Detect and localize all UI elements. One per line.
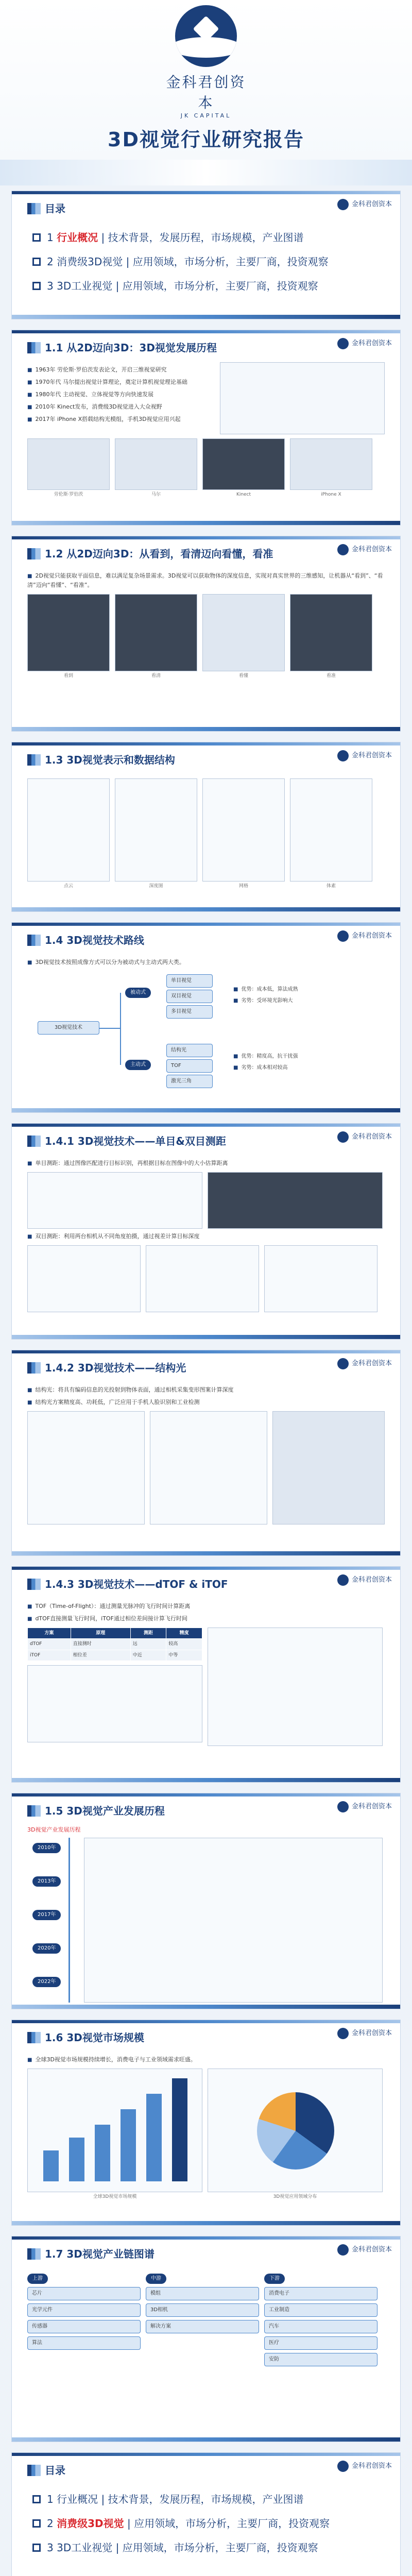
tof-diagram bbox=[27, 1665, 202, 1742]
toc-item-2[interactable]: 2 消费级3D视觉 | 应用领域，市场分析，主要厂商，投资观察 bbox=[32, 253, 400, 268]
toc-item-1[interactable]: 1 行业概况 | 技术背景，发展历程，市场规模，产业图谱 bbox=[32, 229, 400, 244]
structured-light-diagram bbox=[27, 1411, 145, 1524]
slide-1-4-1: 1.4.1 3D视觉技术——单目&双目测距 金科君创资本 ■ 单目测距：通过图像匹配进行目标识别，再根据目标在图像中的大小估算距离 ■ 双目测距：利用两台相机从不同角度拍摄，通过视差计算目标深度 bbox=[11, 1123, 401, 1340]
timeline-year: 2010年 bbox=[32, 1843, 61, 1853]
brand-dot-icon bbox=[337, 2461, 349, 2472]
brand-dot-icon bbox=[337, 2244, 349, 2256]
checkbox-square-icon bbox=[32, 282, 41, 290]
tof-waveform bbox=[208, 1628, 383, 1746]
chain-diagram: 上游 芯片 光学元件 传感器 算法 中游 模组 3D相机 解决方案 下游 消费电子 工业制造 汽车 医疗 安防 bbox=[27, 2274, 385, 2366]
table-row: dTOF 直接测时 远 较高 bbox=[28, 1639, 202, 1650]
history-diagram bbox=[220, 362, 385, 434]
slide-1-3: 1.3 3D视觉表示和数据结构 金科君创资本 点云 深度图 网格 体素 bbox=[11, 742, 401, 912]
depth-map-image bbox=[115, 778, 197, 882]
mono-diagram bbox=[27, 1172, 202, 1229]
report-title: 3D视觉行业研究报告 bbox=[108, 128, 304, 151]
checkbox-square-icon bbox=[32, 258, 41, 266]
structured-light-diagram bbox=[150, 1411, 267, 1524]
timeline-content bbox=[84, 1838, 383, 2003]
logo-cn-text: 金科君创资本 bbox=[166, 74, 246, 111]
history-item: ■ 1970年代 马尔提出视觉计算理论，奠定计算机视觉理论基础 bbox=[27, 378, 212, 387]
stereo-diagram bbox=[146, 1245, 259, 1312]
brand-dot-icon bbox=[337, 2028, 349, 2039]
slide-title: 1.1 从2D迈向3D：3D视觉发展历程 bbox=[27, 340, 217, 354]
toc-slide bbox=[11, 191, 401, 319]
tree-root: 3D视觉技术 bbox=[38, 1021, 99, 1035]
voxel-image bbox=[290, 778, 372, 882]
toc-item-3[interactable]: 3 3D工业视觉 | 应用领域，市场分析，主要厂商，投资观察 bbox=[32, 278, 400, 293]
brand-dot-icon bbox=[337, 930, 349, 942]
point-cloud-image bbox=[27, 778, 110, 882]
brand-dot-icon bbox=[337, 1801, 349, 1812]
timeline-year: 2022年 bbox=[32, 1977, 61, 1987]
market-pie-chart bbox=[208, 2069, 383, 2192]
slide-1-4-2: 1.4.2 3D视觉技术——结构光 金科君创资本 ■ 结构光：将具有编码信息的光投射到物体表面，通过相机采集变形图案计算深度 ■ 结构光方案精度高、功耗低，广泛应用于手机人脸识别和工业检测 bbox=[11, 1350, 401, 1556]
brand-dot-icon bbox=[337, 338, 349, 349]
photo-image bbox=[290, 438, 372, 490]
photo-image bbox=[27, 594, 110, 671]
timeline-year: 2017年 bbox=[32, 1910, 61, 1920]
tech-tree-diagram: 3D视觉技术 被动式 主动式 单目视觉 双目视觉 多目视觉 结构光 TOF 激光三角 ■ 优势：成本低，算法成熟 ■ 劣势：受环境光影响大 ■ 优势：精度高，抗干扰强 ■ 劣势：成本相对较高 bbox=[27, 972, 385, 1091]
slide-1-6: 1.6 3D视觉市场规模 金科君创资本 ■ 全球3D视觉市场规模持续增长，消费电子与工业领域需求旺盛。 全球3D视觉市场规模 3D视觉应用领域分布 bbox=[11, 2020, 401, 2226]
logo-en-text: JK CAPITAL bbox=[180, 112, 232, 119]
brand-logo bbox=[160, 5, 252, 119]
toc-item-3[interactable]: 3 3D工业视觉 | 应用领域，市场分析，主要厂商，投资观察 bbox=[32, 2539, 400, 2554]
timeline-year: 2020年 bbox=[32, 1943, 61, 1954]
photo-image bbox=[27, 438, 110, 490]
slide-1-7: 1.7 3D视觉产业链图谱 金科君创资本 上游 芯片 光学元件 传感器 算法 中游 模组 3D相机 解决方案 下游 消费电子 工业制造 汽车 医疗 安防 bbox=[11, 2236, 401, 2442]
mesh-image bbox=[202, 778, 285, 882]
logo-mark-icon bbox=[175, 5, 237, 67]
timeline-year: 2013年 bbox=[32, 1876, 61, 1887]
table-row: iTOF 相位差 中近 中等 bbox=[28, 1650, 202, 1660]
market-bar-chart bbox=[27, 2069, 202, 2192]
cover bbox=[0, 0, 412, 185]
brand-dot-icon bbox=[337, 1358, 349, 1369]
slide-1-2: 1.2 从2D迈向3D：从看到，看清迈向看懂，看准 金科君创资本 ■ 2D视觉只能获取平面信息，难以满足复杂场景需求。3D视觉可以获取物体的深度信息，实现对真实世界的三维感知，让机器从“看到”、“看清”迈向“看懂”、“看准”。 看到 看清 看懂 看准 bbox=[11, 536, 401, 732]
road-image bbox=[208, 1172, 383, 1229]
face-image bbox=[272, 1411, 385, 1524]
photo-image bbox=[202, 438, 285, 490]
tof-table: 方案 原理 测距 精度 dTOF 直接测时 远 较高 iTOF 相位差 中近 中等 bbox=[27, 1628, 202, 1661]
photo-image bbox=[115, 594, 197, 671]
paragraph: ■ 2D视觉只能获取平面信息，难以满足复杂场景需求。3D视觉可以获取物体的深度信息，实现对真实世界的三维感知，让机器从“看到”、“看清”迈向“看懂”、“看准”。 bbox=[27, 571, 385, 590]
photo-image bbox=[290, 594, 372, 671]
history-item: ■ 2010年 Kinect发布，消费级3D视觉进入大众视野 bbox=[27, 402, 212, 412]
brand-dot-icon bbox=[337, 544, 349, 555]
slide-1-4: 1.4 3D视觉技术路线 金科君创资本 ■ 3D视觉技术按照成像方式可以分为被动式与主动式两大类。 3D视觉技术 被动式 主动式 单目视觉 双目视觉 多目视觉 结构光 TOF 激光三角 ■ 优势：成本低，算法成熟 ■ 劣势：受环境光影响大 ■ 优势：精度高，抗干扰强 ■ 劣势：成本相对较高 bbox=[11, 922, 401, 1113]
toc-item-2[interactable]: 2 消费级3D视觉 | 应用领域，市场分析，主要厂商，投资观察 bbox=[32, 2515, 400, 2530]
timeline bbox=[27, 1838, 385, 2003]
brand-dot-icon bbox=[337, 1574, 349, 1586]
brand-dot-icon bbox=[337, 750, 349, 761]
slide-1-5: 1.5 3D视觉产业发展历程 金科君创资本 3D视觉产业发展历程 2010年 2013年 2017年 2020年 2022年 bbox=[11, 1793, 401, 2009]
title-bars-icon bbox=[27, 203, 41, 214]
slide-1-4-3: 1.4.3 3D视觉技术——dTOF & iTOF 金科君创资本 ■ TOF（Time-of-Flight）：通过测量光脉冲的飞行时间计算距离 ■ dTOF直接测量飞行时间，iTOF通过相位差间接计算飞行时间 方案 原理 测距 精度 dTOF 直接测时 远 较高 iTOF 相位差 中近 中等 bbox=[11, 1566, 401, 1783]
tree-active: 主动式 bbox=[125, 1060, 151, 1070]
history-item: ■ 1980年代 主动视觉、立体视觉等方向快速发展 bbox=[27, 390, 212, 399]
tree-passive: 被动式 bbox=[125, 988, 151, 998]
photo-image bbox=[115, 438, 197, 490]
slide-1-1: 1.1 从2D迈向3D：3D视觉发展历程 金科君创资本 ■ 1963年 劳伦斯·罗伯茨发表论文，开启三维视觉研究 ■ 1970年代 马尔提出视觉计算理论，奠定计算机视觉理论基础 ■ 1980年代 主动视觉、立体视觉等方向快速发展 ■ 2010年 Kinect发布，消费级3D视觉进入大众视野 ■ 2017年 iPhone X搭载结构光模组，手机3D视觉应用兴起 劳伦斯·罗伯茨 马尔 Kinect iPhone X bbox=[11, 330, 401, 526]
toc-item-1[interactable]: 1 行业概况 | 技术背景，发展历程，市场规模，产业图谱 bbox=[32, 2491, 400, 2506]
brand-dot-icon bbox=[337, 199, 349, 210]
cover-decoration bbox=[0, 160, 412, 185]
checkbox-square-icon bbox=[32, 233, 41, 242]
history-item: ■ 1963年 劳伦斯·罗伯茨发表论文，开启三维视觉研究 bbox=[27, 365, 212, 375]
stereo-diagram bbox=[264, 1245, 377, 1312]
toc-slide-2: 目录 金科君创资本 1 行业概况 | 技术背景，发展历程，市场规模，产业图谱 2 消费级3D视觉 | 应用领域，市场分析，主要厂商，投资观察 3 3D工业视觉 | 应用领域，市场分析，主要厂商，投资观察 bbox=[11, 2452, 401, 2576]
slide-brand: 金科君创资本 bbox=[337, 198, 392, 210]
stereo-diagram bbox=[27, 1245, 141, 1312]
history-item: ■ 2017年 iPhone X搭载结构光模组，手机3D视觉应用兴起 bbox=[27, 415, 212, 424]
brand-dot-icon bbox=[337, 1131, 349, 1143]
toc-title: 目录 bbox=[27, 200, 65, 215]
photo-image bbox=[202, 594, 285, 671]
